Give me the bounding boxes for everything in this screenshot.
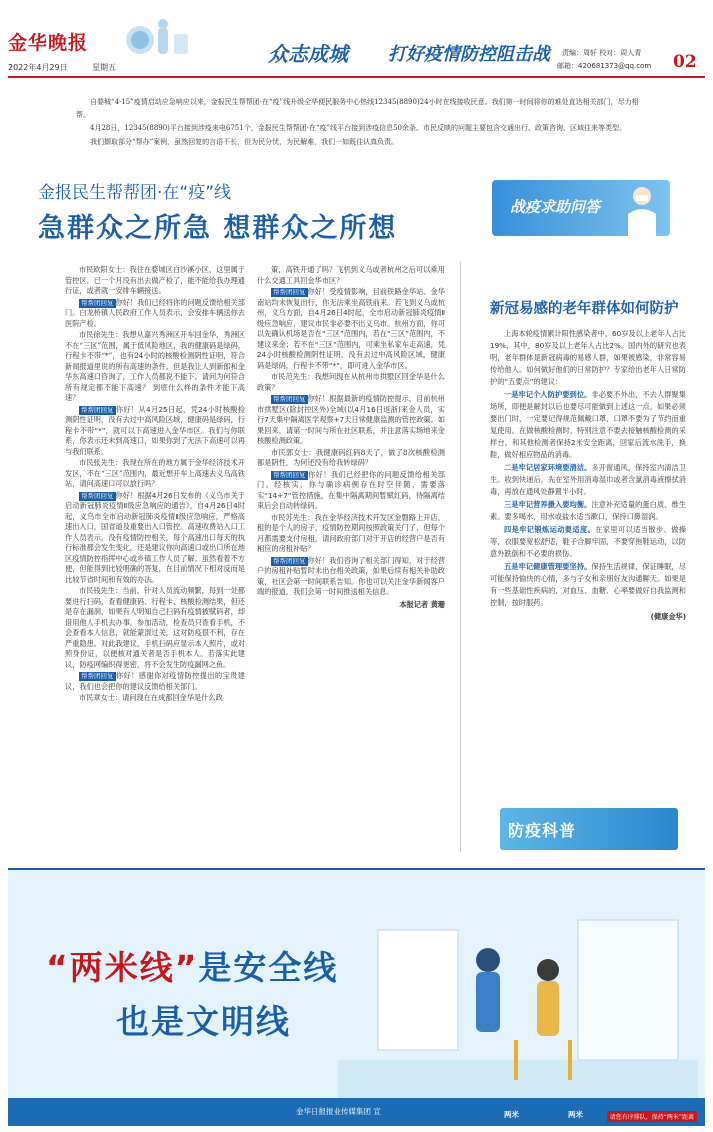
reply-tag: 帮帮团回复: [273, 556, 306, 565]
health-point-lead: 二是牢记居家环境要清洁。: [504, 463, 592, 472]
ad-banner: [8, 868, 705, 1126]
question-paragraph: [257, 372, 445, 393]
floor-sign: 两米: [504, 1110, 519, 1119]
issue-weekday: 星期五: [92, 63, 116, 72]
paragraph-text: 市民章女士：请问现在在成都回金华是什么政: [79, 693, 223, 702]
health-point-lead: 三是牢记营养摄入要均衡。: [504, 500, 592, 509]
qa-column-left: [65, 265, 245, 705]
paragraph-text: 市民郭女士：我健康码红码8天了，做了8次核酸检测都是阴性，为何还没有给我转绿码？: [257, 447, 445, 467]
health-article-title: 新冠易感的老年群体如何防护: [490, 301, 679, 317]
paragraph-text: 市民欧阳女士：我住在婺城区白沙溪小区，这里属于管控区，已一个月没有出去做产检了，能不能给我办理通行证，或者就一安排车辆接送。: [65, 265, 245, 295]
answer-paragraph: [257, 556, 445, 598]
health-paragraph: [490, 561, 686, 609]
health-point-text: 在家里可以适当散步、做操等，衣服要宽松舒适，鞋子合脚牢固，不要穿拖鞋运动，以防意外跌倒和不必要的损伤。: [490, 525, 686, 558]
paragraph-text: 你好！受疫情影响，目前铁路金华站、金华南站均未恢复出行，你无法乘坐高铁前来。若飞到义乌或杭州，义乌方面，自4月26日4时起，全市启动新冠肺炎疫情Ⅱ级应急响应，建议市民非必要不出义乌市。杭州方面，你可以先确认机场是否在“三区”范围内，若在“三区”范围内，不建议来金；若不在“三区”范围内，可乘坐私家车走高速，凭24小时核酸检测阴性证明，没有去过中高风险区域，健康码是绿码，行程卡不带“*”，即可进入金华市区。: [257, 287, 445, 370]
health-paragraph: [490, 389, 686, 461]
health-paragraph: 上海本轮疫情累计阳性感染者中，60岁及以上老年人占比19%，其中，80岁及以上老年人占比2%。国内外的研究也表明，老年群体是新冠病毒的易感人群，如果被感染，非常容易传给他人。如何做好他们的日常防护？专家给出老年人日常防护的“五要点”的建议：: [490, 329, 686, 386]
ad-slogan-rest: 是安全线: [198, 948, 339, 987]
answer-paragraph: [65, 671, 245, 692]
paragraph-text: 你好！我们已经把你的问题反馈给相关部门。经核实，你与确诊病例存在时空伴随，需要落实“14+7”管控措施，在集中隔离期间暂赋红码，待隔离结束后会自动转绿码。: [257, 469, 445, 510]
queue-scene-icon: [338, 890, 698, 1100]
floor-sign: 两米: [568, 1110, 583, 1119]
paragraph-text: 你好！根据4月26日发布的《义乌市关于启动新冠肺炎疫情Ⅱ级应急响应的通告》，自4月26日4时起，义乌市全市启动新冠肺炎疫情Ⅱ级应急响应，严格高速出入口，国省道及重要出入口管控。高速收费站入口工作人员表示，没有疫情防控相关，每个高速出口每天的执行标准都会发生变化，还是建议你向高速口或出口所在地区疫情防控指挥中心或乡镇工作人员了解。虽然看着不方便，但能得到比较明确的答复，在目前情况下相对反而是比较节省时间和有效的办法。: [65, 490, 245, 584]
column-divider: [460, 262, 461, 852]
health-point-text: 多开窗通风，保持室内清洁卫生。收到快递后，先在室外用消毒湿巾或者含氯消毒液擦拭消毒，再放在通风处静置半小时。: [490, 463, 686, 496]
paragraph-text: 你好！从4月25日起，凭24小时核酸检测阴性证明，没有去过中高风险区域，健康码是绿码，行程卡不带“*”，就可以下高速进入金华市区。我们与你联系，你表示还未到高速口，如果你到了无法下高速可以再与我们联系。: [65, 404, 245, 456]
paragraph-text: 市民钱先生：当前，针对人员流动频繁，每到一处都要进行扫码，查看健康码、行程卡、核酸检测结果，但还是存在漏洞，如果有人明知自己扫码有疫情被赋码者，却借用他人手机去办事，参加活动，检查员只查看手机，不会查看本人信息，就能蒙混过关，这对防疫很不利，存在严重隐患。对此我建议，手机扫码应显示本人照片，或对照身份证，以便核对通关者是否手机本人。若落实此建议，防疫网编织得更密，将不会发生防疫漏网之鱼。: [65, 586, 245, 669]
health-credit: (健康金华): [650, 612, 686, 621]
health-point-text: 保持生活规律，保证睡眠，尽可能保持愉快的心情，多与子女和亲朋好友沟通聊天。如果是有一些基础性疾病的，对血压、血糖、心率要做好自我监测和控制，按时服药。: [490, 562, 686, 607]
health-paragraph: [490, 462, 686, 498]
paragraph-text: 你好！感谢你对疫情防控提出的宝贵建议，我们也会把你的建议反馈给相关部门。: [65, 671, 245, 691]
paper-logo: 金华晚报: [8, 32, 89, 54]
paragraph-text: 你好！根据最新的疫情防控提示，目前杭州市拱墅区(除封控区外)全域(以4月16日返浙)来金人员，实行7天集中隔离医学观察+7天日常健康监测的管控政策。如果回来，请第一时间与所在社区联系，并注意落实场地来金核酸检测政策。: [257, 394, 445, 445]
health-article-body: [490, 328, 686, 623]
ad-slogan-quote: “两米线”: [46, 948, 199, 987]
paragraph-text: 你好！我们已经将你的问题反馈给相关部门。白龙桥镇人民政府工作人员表示，会安排车辆送你去医院产检。: [65, 297, 245, 328]
ad-slogan-line1: [46, 942, 338, 989]
queue-tip: 请您有序排队，保持“两米”距离: [607, 1111, 697, 1122]
reply-tag: 帮帮团回复: [273, 470, 306, 479]
health-paragraph: [490, 524, 686, 560]
answer-paragraph: [257, 394, 445, 447]
paragraph-text: 策，高铁开通了吗？飞机到义乌或者杭州之后可以乘用什么交通工具回金华市区？: [257, 265, 445, 285]
question-paragraph: [257, 513, 445, 555]
answer-paragraph: [257, 287, 445, 371]
paragraph-text: 你好！我们咨询了相关部门得知，对于经营户的房租补贴暂时未出台相关政策，如果后续有相关补助政策，社区会第一时间联系告知。你也可以关注金华新闻客户端的报道，我们会第一时间推送相关信息。: [257, 555, 445, 596]
science-badge: [500, 808, 678, 850]
intro-text: [76, 96, 648, 149]
headline-title: 急群众之所急 想群众之所想: [38, 213, 398, 244]
qa-column-middle: [257, 265, 445, 610]
question-paragraph: [65, 330, 245, 404]
question-paragraph: [65, 265, 245, 297]
answer-paragraph: [65, 491, 245, 586]
qa-badge: [492, 180, 670, 236]
virus-illustration-icon: [110, 14, 210, 62]
email-line: 邮箱：420681373@qq.com: [557, 62, 652, 70]
health-point-lead: 四是牢记锻炼运动要适度。: [504, 525, 596, 534]
health-point-text: 注意补充适量的蛋白质、维生素。要多喝水，用水或盐水适当漱口，保持口鼻湿润。: [490, 500, 686, 521]
answer-paragraph: [65, 298, 245, 330]
question-paragraph: [257, 265, 445, 286]
intro-paragraph: 自婺城“4·15”疫情启动应急响应以来，金报民生帮帮团·在“疫”线升级全华便民服务中心热线12345(8890)24小时在线接收民意。我们第一时间将你的难处直达相关部门，尽力相帮。: [76, 98, 639, 119]
reply-tag: 帮帮团回复: [81, 672, 114, 680]
reply-tag: 帮帮团回复: [81, 298, 114, 307]
reply-tag: 帮帮团回复: [273, 395, 306, 403]
ad-footer-bar: [8, 1098, 705, 1126]
health-point-lead: 五是牢记健康管理要坚持。: [504, 562, 592, 571]
ad-slogan-line2: 也是文明线: [116, 1002, 291, 1041]
answer-paragraph: [257, 470, 445, 512]
intro-paragraph: 4月28日，12345(8890)平台接到涉疫来电6751个，金报民生帮帮团·在“疫”线平台接到涉疫信息50余条。市民反映的问题主要包含交通出行、政策咨询、区域往来等类型。: [90, 124, 627, 132]
header-rule: [8, 76, 705, 78]
page-number: 02: [673, 52, 697, 72]
qa-badge-label: 战疫求助问答: [510, 198, 601, 216]
question-paragraph: [65, 586, 245, 670]
reporter-byline: 本报记者 黄珊: [399, 599, 445, 609]
health-article: [490, 300, 686, 623]
question-paragraph: [65, 693, 245, 704]
reply-tag: 帮帮团回复: [81, 491, 114, 500]
headline-kicker: 金报民生帮帮团·在“疫”线: [38, 183, 232, 203]
answer-paragraph: [65, 405, 245, 458]
question-paragraph: [257, 448, 445, 469]
paragraph-text: 市民范先生：我想问现在从杭州市拱墅区回金华是什么政策？: [257, 372, 445, 392]
paragraph-text: 市民张先生：我现在所在的地方属于金华经济技术开发区，不在“三区”范围内，最近想开车上高速去义乌高铁站，请问高速口可以放行吗？: [65, 458, 245, 488]
editors-line: 责编：周轩 校对：周人青: [562, 49, 642, 57]
science-badge-label: 防疫科普: [508, 821, 577, 840]
question-paragraph: [65, 458, 245, 490]
section-title: 众志成城: [268, 42, 348, 66]
issue-date: 2022年4月29日: [8, 63, 68, 72]
ad-footer-text: 金华日报报业传媒集团 宣: [296, 1107, 381, 1116]
section-subtitle: 打好疫情防控阻击战: [388, 44, 550, 65]
reply-tag: 帮帮团回复: [273, 288, 306, 296]
doctor-icon: [622, 180, 662, 236]
health-point-lead: 一是牢记个人防护要到位。: [504, 390, 592, 399]
health-point-text: 非必要不外出，不去人群聚集场所，即便是解封以后也要尽可能做到上述这一点。如果必须要出门时，一定要记得规范佩戴口罩，口罩不要为了节约而重复使用。在做核酸检测时，特别注意不要去接触核酸检测的采样台，和其他检测者保持2米安全距离，回家后流水洗手，换鞋，做好相应物品的消毒。: [490, 390, 686, 459]
intro-paragraph: 我们撷取部分“帮办”案例，虽然回复的言语不长，但为民分忧，为民解难，我们一如既往认真负责。: [90, 137, 399, 146]
reply-tag: 帮帮团回复: [81, 405, 114, 414]
paragraph-text: 市民徐先生：我想从嘉兴秀洲区开车回金华，秀洲区不在“三区”范围，属于低风险地区，我的健康码是绿码，行程卡不带“*”，也有24小时的核酸检测阴性证明，符合新闻报道里说的所有高速的条件。但是我让人到新郎和金华东高速口咨询了，工作人员都说不能下。请问为何符合所有规定都不能下高速？ 到底什么样的条件才能下高速？: [65, 330, 245, 402]
health-paragraph: [490, 499, 686, 523]
paragraph-text: 市民苏先生：我在金华经济技术开发区金磐路上开店，租的是个人的房子，疫情防控期间按照政策关门了，但每个月都需要支付房租，请问政府部门对于开店的经营户是否有相应的房租补贴？: [257, 512, 445, 553]
